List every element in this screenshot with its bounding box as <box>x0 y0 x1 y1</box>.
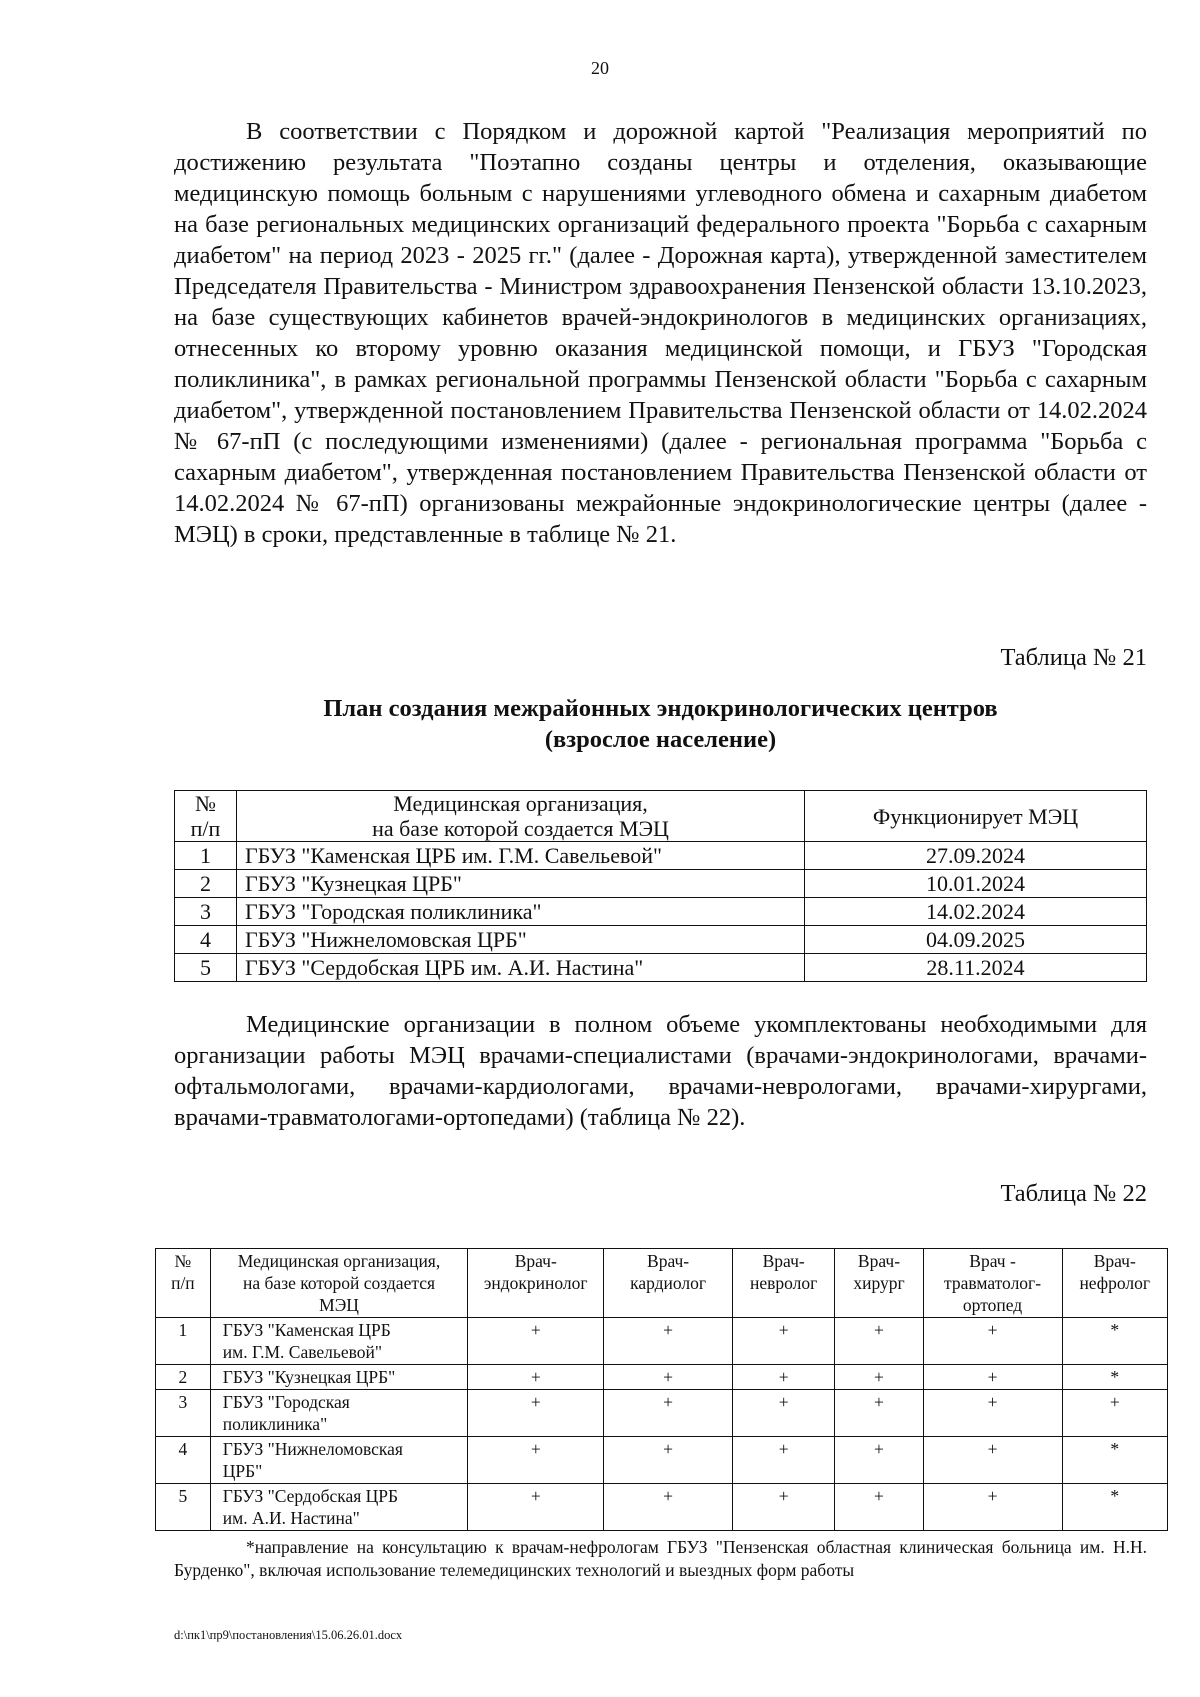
table21-cell-num: 3 <box>175 898 237 926</box>
table22-cell-mark: + <box>468 1437 604 1484</box>
table21-title-line1: План создания межрайонных эндокринологических центров <box>323 695 998 722</box>
table22-cell-mark: + <box>732 1365 834 1390</box>
table22-cell-mark: + <box>468 1484 604 1531</box>
page-number: 20 <box>591 58 609 78</box>
table21-cell-num: 1 <box>175 842 237 870</box>
table21-row <box>175 926 1147 954</box>
table22-cell-mark: + <box>468 1365 604 1390</box>
table22-row <box>156 1318 1168 1365</box>
table22-header-4: Врач- невролог <box>732 1249 834 1318</box>
intro-paragraph: В соответствии с Порядком и дорожной картой "Реализация мероприятий по достижению результата "Поэтапно созданы центры и отделения, оказывающие медицинскую помощь больным с нарушениями углеводного обмена и сахарным диабетом на базе региональных медицинских организаций федерального проекта "Борьба с сахарным диабетом" на период 2023 - 2025 гг." (далее - Дорожная карта), утвержденной заместителем Председателя Правительства - Министром здравоохранения Пензенской области 13.10.2023, на базе существующих кабинетов врачей-эндокринологов в медицинских организациях, отнесенных ко второму уровню оказания медицинской помощи, и ГБУЗ "Городская поликлиника", в рамках региональной программы Пензенской области "Борьба с сахарным диабетом", утвержденной постановлением Правительства Пензенской области от 14.02.2024 № 67-пП (с последующими изменениями) (далее - региональная программа "Борьба с сахарным диабетом", утвержденная постановлением Правительства Пензенской области от 14.02.2024 № 67-пП) организованы межрайонные эндокринологические центры (далее - МЭЦ) в сроки, представленные в таблице № 21. <box>174 118 1147 548</box>
table22-header-3: Врач- кардиолог <box>604 1249 733 1318</box>
table22-cell-mark: * <box>1062 1437 1168 1484</box>
table22-cell-mark: + <box>468 1390 604 1437</box>
table22-cell-mark: + <box>835 1365 923 1390</box>
table22-cell-mark: + <box>835 1437 923 1484</box>
table22-footnote: *направление на консультацию к врачам-нефрологам ГБУЗ "Пензенская областная клиническая больница им. Н.Н. Бурденко", включая использование телемедицинских технологий и выездных форм работы <box>174 1537 1147 1580</box>
table22-cell-org: ГБУЗ "Каменская ЦРБ им. Г.М. Савельевой" <box>210 1318 468 1365</box>
table22-cell-mark: + <box>923 1365 1062 1390</box>
table22 <box>155 1248 1168 1531</box>
table22-cell-mark: + <box>835 1390 923 1437</box>
table22-cell-org: ГБУЗ "Кузнецкая ЦРБ" <box>210 1365 468 1390</box>
table22-row <box>156 1437 1168 1484</box>
table21-row <box>175 898 1147 926</box>
table21-cell-org: ГБУЗ "Сердобская ЦРБ им. А.И. Настина" <box>237 954 805 982</box>
table22-cell-num: 3 <box>156 1390 211 1437</box>
table22-cell-mark: + <box>923 1437 1062 1484</box>
table21-title <box>174 693 1147 755</box>
table22-cell-mark: + <box>732 1484 834 1531</box>
table21-cell-date: 04.09.2025 <box>805 926 1147 954</box>
table21-header-num: № п/п <box>175 791 237 842</box>
table22-header-6: Врач - травматолог- ортопед <box>923 1249 1062 1318</box>
table22-cell-mark: + <box>732 1437 834 1484</box>
table22-cell-mark: + <box>732 1390 834 1437</box>
table22-row <box>156 1390 1168 1437</box>
table21-cell-num: 5 <box>175 954 237 982</box>
table22-cell-num: 2 <box>156 1365 211 1390</box>
table22-cell-mark: + <box>604 1484 733 1531</box>
table21-cell-num: 2 <box>175 870 237 898</box>
table22-cell-mark: + <box>604 1390 733 1437</box>
table21-row <box>175 842 1147 870</box>
table21-cell-date: 14.02.2024 <box>805 898 1147 926</box>
table22-cell-mark: + <box>468 1318 604 1365</box>
table22-cell-mark: * <box>1062 1318 1168 1365</box>
table22-header-5: Врач- хирург <box>835 1249 923 1318</box>
table22-cell-mark: + <box>732 1318 834 1365</box>
table21-header-org: Медицинская организация, на базе которой создается МЭЦ <box>237 791 805 842</box>
table22-header-7: Врач- нефролог <box>1062 1249 1168 1318</box>
table22-cell-mark: + <box>923 1318 1062 1365</box>
table22-cell-mark: * <box>1062 1365 1168 1390</box>
table21-cell-org: ГБУЗ "Кузнецкая ЦРБ" <box>237 870 805 898</box>
table21-cell-org: ГБУЗ "Городская поликлиника" <box>237 898 805 926</box>
table22-cell-mark: * <box>1062 1484 1168 1531</box>
table22-cell-mark: + <box>923 1484 1062 1531</box>
table21-title-line2: (взрослое население) <box>544 726 777 753</box>
table21-cell-num: 4 <box>175 926 237 954</box>
table22-cell-num: 1 <box>156 1318 211 1365</box>
table22-label: Таблица № 22 <box>1000 1180 1147 1207</box>
table21-cell-date: 10.01.2024 <box>805 870 1147 898</box>
table22-cell-mark: + <box>604 1365 733 1390</box>
table22-cell-org: ГБУЗ "Нижнеломовская ЦРБ" <box>210 1437 468 1484</box>
table21-cell-date: 28.11.2024 <box>805 954 1147 982</box>
table22-cell-mark: + <box>1062 1390 1168 1437</box>
table22-row <box>156 1484 1168 1531</box>
table22-cell-mark: + <box>604 1318 733 1365</box>
table21-cell-date: 27.09.2024 <box>805 842 1147 870</box>
table21-cell-org: ГБУЗ "Каменская ЦРБ им. Г.М. Савельевой" <box>237 842 805 870</box>
table22-cell-num: 4 <box>156 1437 211 1484</box>
staffing-paragraph: Медицинские организации в полном объеме укомплектованы необходимыми для организации работы МЭЦ врачами-специалистами (врачами-эндокринологами, врачами-офтальмологами, врачами-кардиологами, врачами-неврологами, врачами-хирургами, врачами-травматологами-ортопедами) (таблица № 22). <box>174 1011 1147 1131</box>
table21 <box>174 790 1147 982</box>
table22-header-1: Медицинская организация, на базе которой создается МЭЦ <box>210 1249 468 1318</box>
file-path: d:\пк1\пр9\постановления\15.06.26.01.docx <box>174 1628 403 1642</box>
table22-header-2: Врач- эндокринолог <box>468 1249 604 1318</box>
table21-cell-org: ГБУЗ "Нижнеломовская ЦРБ" <box>237 926 805 954</box>
table21-row <box>175 954 1147 982</box>
table22-header-row <box>156 1249 1168 1318</box>
table22-row <box>156 1365 1168 1390</box>
table21-header-row <box>175 791 1147 842</box>
table22-cell-mark: + <box>923 1390 1062 1437</box>
table22-cell-org: ГБУЗ "Сердобская ЦРБ им. А.И. Настина" <box>210 1484 468 1531</box>
table21-row <box>175 870 1147 898</box>
table22-header-0: № п/п <box>156 1249 211 1318</box>
table22-cell-num: 5 <box>156 1484 211 1531</box>
table21-label: Таблица № 21 <box>1000 644 1147 671</box>
table22-cell-mark: + <box>835 1318 923 1365</box>
table22-cell-org: ГБУЗ "Городская поликлиника" <box>210 1390 468 1437</box>
table21-header-date: Функционирует МЭЦ <box>805 791 1147 842</box>
table22-cell-mark: + <box>604 1437 733 1484</box>
table22-cell-mark: + <box>835 1484 923 1531</box>
